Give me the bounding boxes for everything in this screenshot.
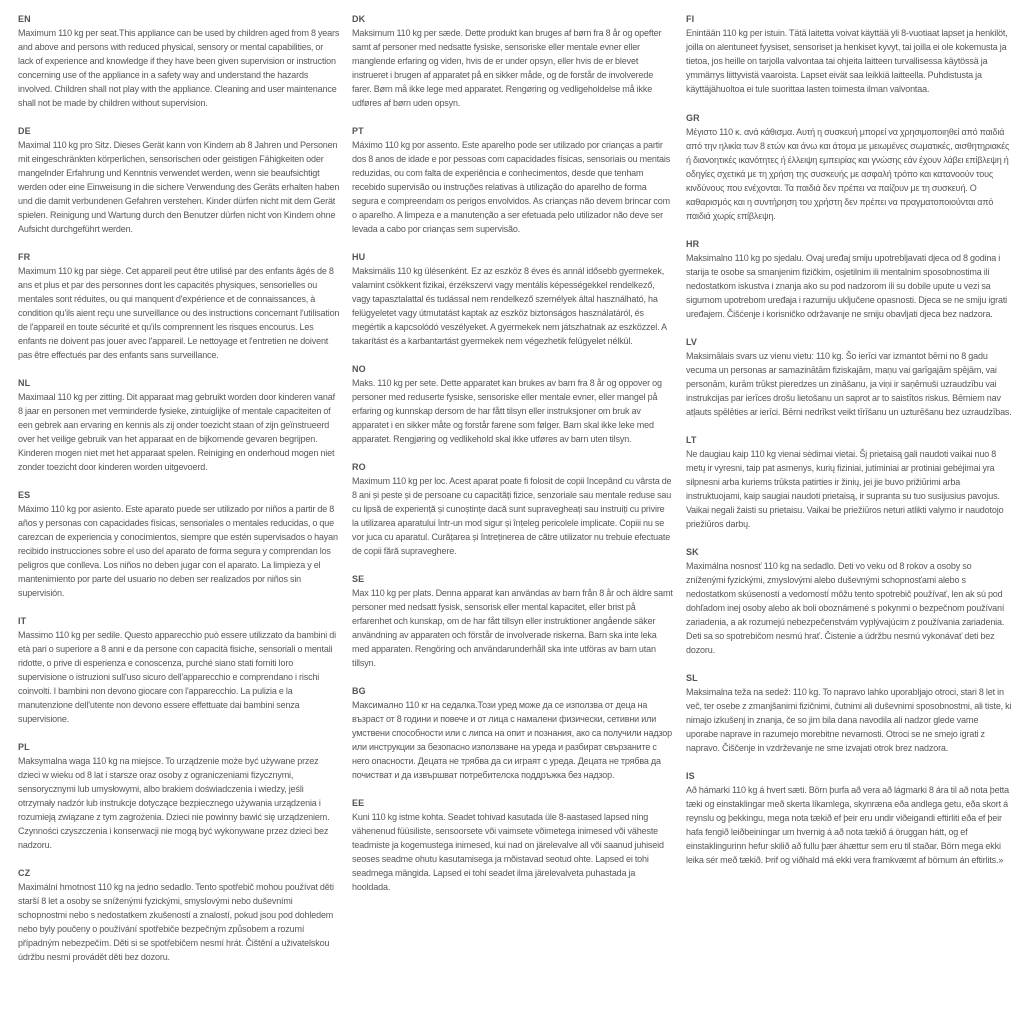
lang-section-it [18,614,340,726]
lang-section-lv [686,335,1012,419]
lang-text-de: Maximal 110 kg pro Sitz. Dieses Gerät kann von Kindern ab 8 Jahren und Personen mit eingeschränkten körperlichen, sensorischen oder geistigen Fähigkeiten oder mangelnder Erfahrung und Kenntnis verwendet werden, wenn sie beaufsichtigt werden oder eine Einweisung in die sichere Verwendung des Geräts erhalten haben und die damit verbundenen Gefahren verstehen. Kinder dürfen nicht mit dem Gerät spielen. Reinigung und Wartung durch den Benutzer dürfen nicht von Kindern ohne Aufsicht durchgeführt werden. [18,140,340,234]
lang-text-sk: Maximálna nosnosť 110 kg na sedadlo. Deti vo veku od 8 rokov a osoby so zníženými fyzickými, zmyslovými alebo duševnými schopnosťami alebo s nedostatkom skúseností a vedomostí môžu tento spotrebič používať, len ak sú pod dohľadom inej osoby alebo ak boli oboznámené s pokynmi o bezpečnom používaní zariadenia, a ak rozumejú nebezpečenstvám vyplývajúcim z používania zariadenia. Deti sa so spotrebičom nesmú hrať. Čistenie a údržbu nesmú vykonávať deti bez dozoru. [686,561,1005,655]
lang-section-hu [352,250,673,348]
lang-code-cz: CZ [18,868,31,878]
lang-section-pt [352,124,673,236]
lang-section-nl [18,376,340,474]
lang-code-en: EN [18,14,31,24]
lang-text-pl: Maksymalna waga 110 kg na miejsce. To urządzenie może być używane przez dzieci w wieku od 8 lat i starsze oraz osoby z ograniczeniami fizycznymi, sensorycznymi lub umysłowymi, albo brakiem doświadczenia i wiedzy, jeśli otrzymały nadzór lub instrukcje dotyczące bezpiecznego używania urządzenia i rozumieją związane z tym zagrożenia. Dzieci nie powinny bawić się urządzeniem. Czynności czyszczenia i konserwacji nie mogą być wykonywane przez dzieci bez nadzoru. [18,756,330,850]
lang-code-pt: PT [352,126,364,136]
language-column-2 [352,12,673,908]
lang-section-sk [686,545,1012,657]
lang-code-ee: EE [352,798,365,808]
language-column-1 [18,12,340,978]
lang-code-de: DE [18,126,31,136]
lang-code-se: SE [352,574,365,584]
lang-section-bg [352,684,673,782]
lang-section-is [686,769,1012,867]
lang-text-lt: Ne daugiau kaip 110 kg vienai sėdimai vietai. Šį prietaisą gali naudoti vaikai nuo 8 metų ir vyresni, taip pat asmenys, kurių fiziniai, jutiminiai ar protiniai gebėjimai yra silpnesni arba kuriems trūksta patirties ir žinių, jei jie buvo prižiūrimi arba instruktuojami, kaip saugiai naudoti prietaisą, ir supranta su tuo susijusius pavojus. Vaikai negali žaisti su prietaisu. Vaikai be priežiūros neturi atlikti valymo ir naudotojo priežiūros darbų. [686,449,1004,529]
lang-text-nl: Maximaal 110 kg per zitting. Dit apparaat mag gebruikt worden door kinderen vanaf 8 jaar en personen met verminderde fysieke, zintuiglijke of mentale capaciteiten of een gebrek aan ervaring en kennis als zij onder toezicht staan of zijn geïnstrueerd over het veilige gebruik van het apparaat en de bijkomende gevaren begrijpen. Kinderen mogen niet met het apparaat spelen. Reiniging en onderhoud mogen niet zonder toezicht door kinderen worden uitgevoerd. [18,392,335,472]
lang-text-dk: Maksimum 110 kg per sæde. Dette produkt kan bruges af børn fra 8 år og opefter samt af personer med nedsatte fysiske, sensoriske eller mentale evner eller manglende erfaring og viden, hvis de er under opsyn, eller hvis de er blevet instrueret i brugen af apparatet på en sikker måde, og de forstår de involverede farer. Børn må ikke lege med apparatet. Rengøring og vedligeholdelse må ikke udføres af børn uden opsyn. [352,28,662,108]
lang-code-is: IS [686,771,695,781]
lang-text-is: Að hámarki 110 kg á hvert sæti. Börn þurfa að vera að lágmarki 8 ára til að nota þetta tæki og einstaklingar með skerta líkamlega, skynræna eða andlega getu, eða skort á reynslu og þekkingu, mega nota tækið ef þeir eru undir viðeigandi eftirliti eða ef þeir hafa fengið leiðbeiningar um hvernig á að nota tækið á öruggan hátt, og ef einstaklingurinn hefur skilið að fullu þær áhættur sem eru til staðar. Börn mega ekki leika sér með tækið. Þrif og viðhald má ekki vera framkvæmt af börnum án eftirlits.» [686,785,1010,865]
lang-section-gr [686,111,1012,223]
lang-section-lt [686,433,1012,531]
lang-text-pt: Máximo 110 kg por assento. Este aparelho pode ser utilizado por crianças a partir dos 8 anos de idade e por pessoas com capacidades físicas, sensoriais ou mentais reduzidas, ou com falta de experiência e conhecimentos, desde que tenham recebido supervisão ou instruções relativas à utilização do aparelho de forma segura e compreendam os perigos envolvidos. As crianças não devem brincar com o aparelho. A limpeza e a manutenção a ser efetuada pelo utilizador não deve ser levada a cabo por crianças sem supervisão. [352,140,671,234]
lang-section-dk [352,12,673,110]
lang-code-it: IT [18,616,27,626]
lang-section-sl [686,671,1012,755]
lang-section-fr [18,250,340,362]
lang-code-fi: FI [686,14,695,24]
lang-section-es [18,488,340,600]
lang-code-nl: NL [18,378,31,388]
lang-text-ro: Maximum 110 kg per loc. Acest aparat poate fi folosit de copii începând cu vârsta de 8 ani și peste și de persoane cu capacități fizice, senzoriale sau mentale reduse sau cu lipsă de experiență și cunoștințe dacă sunt supravegheați sau instruiți cu privire la utilizarea aparatului într-un mod sigur și înțeleg pericolele implicate. Copiii nu se vor juca cu aparatul. Curățarea și întreținerea de către utilizator nu trebuie efectuate de copii fără supraveghere. [352,476,672,556]
lang-code-bg: BG [352,686,366,696]
lang-section-en [18,12,340,110]
language-column-3 [686,12,1012,881]
lang-code-gr: GR [686,113,700,123]
lang-text-se: Max 110 kg per plats. Denna apparat kan användas av barn från 8 år och äldre samt personer med nedsatt fysisk, sensorisk eller mental kapacitet, eller brist på erfarenhet och kunskap, om de har fått tillsyn eller instruktioner angående säker användning av apparaten och förstår de involverade riskerna. Barn ska inte leka med apparaten. Rengöring och användarunderhåll ska inte utföras av barn utan tillsyn. [352,588,673,668]
lang-text-en: Maximum 110 kg per seat.This appliance can be used by children aged from 8 years and above and persons with reduced physical, sensory or mental capabilities, or lack of experience and knowledge if they have been given supervision or instruction concerning use of the appliance in a safety way and understand the hazards involved. Children shall not play with the appliance. Cleaning and user maintenance shall not be made by children without supervision. [18,28,340,108]
lang-text-ee: Kuni 110 kg istme kohta. Seadet tohivad kasutada üle 8-aastased lapsed ning vähenenud füüsiliste, sensoorsete või vaimsete võimetega inimesed või väheste teadmiste ja kogemustega inimesed, kui nad on järelevalve all või saanud juhiseid seoses seadme ohutu kasutamisega ja mõistavad seotud ohte. Lapsed ei tohi seadmega mängida. Lapsed ei tohi seadet ilma järelevalveta puhastada ja hooldada. [352,812,664,892]
lang-text-bg: Максимално 110 кг на седалка.Този уред може да се използва от деца на възраст от 8 години и повече и от лица с намалени физически, сетивни или умствени способности или с липса на опит и познания, ако са получили надзор или инструкции за безопасно използване на уреда и разбират свързаните с него опасности. Децата не трябва да си играят с уреда. Децата не трябва да почистват и да извършват потребителска поддръжка без надзор. [352,700,673,780]
lang-text-fr: Maximum 110 kg par siège. Cet appareil peut être utilisé par des enfants âgés de 8 ans et plus et par des personnes dont les capacités physiques, sensorielles ou mentales sont réduites, ou qui manquent d'expérience et de connaissances, à condition qu'ils aient reçu une surveillance ou des instructions concernant l'utilisation de l'appareil en toute sécurité et qu'ils comprennent les risques encourus. Les enfants ne doivent pas jouer avec l'appareil. Le nettoyage et l'entretien ne doivent pas être effectués par des enfants sans surveillance. [18,266,340,360]
lang-code-dk: DK [352,14,366,24]
lang-text-hu: Maksimális 110 kg ülésenként. Ez az eszköz 8 éves és annál idősebb gyermekek, valamint csökkent fizikai, érzékszervi vagy mentális képességekkel rendelkező, vagy tapasztalattal és tudással nem rendelkező személyek által használható, ha felügyeletet vagy útmutatást kaptak az eszköz biztonságos használatáról, és megértik a kapcsolódó veszélyeket. A gyermekek nem játszhatnak az eszközzel. A takarítást és a karbantartást gyermekek nem végezhetik felügyelet nélkül. [352,266,667,346]
lang-code-ro: RO [352,462,366,472]
lang-section-de [18,124,340,236]
lang-section-cz [18,866,340,964]
lang-text-sl: Maksimalna teža na sedež: 110 kg. To napravo lahko uporabljajo otroci, stari 8 let in več, ter osebe z zmanjšanimi fizičnimi, čutnimi ali duševnimi sposobnostmi, ali tiste, ki nimajo izkušenj in znanja, če so jim bila dana navodila ali nadzor glede varne uporabe naprave in razumejo morebitne nevarnosti. Otroci se ne smejo igrati z napravo. Čiščenje in vzdrževanje ne sme izvajati otrok brez nadzora. [686,687,1012,753]
lang-section-se [352,572,673,670]
lang-code-sl: SL [686,673,698,683]
lang-text-cz: Maximální hmotnost 110 kg na jedno sedadlo. Tento spotřebič mohou používat děti starší 8 let a osoby se sníženými fyzickými, smyslovými nebo duševními schopnostmi nebo s nedostatkem zkušeností a znalostí, pokud jsou pod dohledem nebo byly poučeny o používání spotřebiče bezpečným způsobem a rozumí případným nebezpečím. Děti si se spotřebičem nesmí hrát. Čištění a uživatelskou údržbu nesmí provádět děti bez dozoru. [18,882,334,962]
lang-text-hr: Maksimalno 110 kg po sjedalu. Ovaj uređaj smiju upotrebljavati djeca od 8 godina i starija te osobe sa smanjenim fizičkim, osjetilnim ili mentalnim sposobnostima ili nedostatkom iskustva i znanja ako su pod nadzorom ili su dobile upute u vezi sa sigurnom upotrebom uređaja i razumiju uključene opasnosti. Djeca se ne smiju igrati uređajem. Čišćenje i korisničko održavanje ne smiju obavljati djeca bez nadzora. [686,253,1008,319]
lang-text-es: Máximo 110 kg por asiento. Este aparato puede ser utilizado por niños a partir de 8 años y personas con capacidades físicas, sensoriales o mentales reducidas, o que carezcan de experiencia y conocimientos, siempre que estén supervisados o hayan recibido instrucciones sobre el uso del aparato de forma segura y comprendan los peligros que conlleva. Los niños no deben jugar con el aparato. La limpieza y el mantenimiento por parte del usuario no deben ser realizados por niños sin supervisión. [18,504,338,598]
lang-code-no: NO [352,364,366,374]
lang-section-ee [352,796,673,894]
lang-section-ro [352,460,673,558]
lang-text-it: Massimo 110 kg per sedile. Questo apparecchio può essere utilizzato da bambini di età pari o superiore a 8 anni e da persone con capacità fisiche, sensoriali o mentali ridotte, o prive di esperienza e conoscenza, purché siano stati forniti loro supervisione o istruzioni sull'uso sicuro dell'apparecchio e comprendano i rischi coinvolti. I bambini non devono giocare con l'apparecchio. La pulizia e la manutenzione dell'utente non devono essere effettuate dai bambini senza supervisione. [18,630,336,724]
lang-code-pl: PL [18,742,30,752]
lang-section-hr [686,237,1012,321]
lang-code-lt: LT [686,435,697,445]
lang-section-no [352,362,673,446]
lang-code-es: ES [18,490,31,500]
lang-code-hu: HU [352,252,366,262]
lang-code-hr: HR [686,239,700,249]
lang-code-sk: SK [686,547,699,557]
lang-text-gr: Μέγιστο 110 κ. ανά κάθισμα. Αυτή η συσκευή μπορεί να χρησιμοποιηθεί από παιδιά από την ηλικία των 8 ετών και άνω και άτομα με μειωμένες σωματικές, αισθητηριακές ή διανοητικές ικανότητες ή έλλειψη εμπειρίας και γνώσης εάν έχουν λάβει επίβλεψη ή οδηγίες σχετικά με τη χρήση της συσκευής με ασφαλή τρόπο και κατανοούν τους κινδύνους που ενέχονται. Τα παιδιά δεν πρέπει να παίζουν με τη συσκευή. Ο καθαρισμός και η συντήρηση του χρήστη δεν πρέπει να πραγματοποιούνται από παιδιά χωρίς επίβλεψη. [686,127,1010,221]
lang-code-lv: LV [686,337,698,347]
lang-text-lv: Maksimālais svars uz vienu vietu: 110 kg. Šo ierīci var izmantot bērni no 8 gadu vecuma un personas ar samazinātām fiziskajām, maņu vai garīgajām spējām, vai personām, kurām trūkst pieredzes un zināšanu, ja viņi ir saņēmuši uzraudzību vai instrukcijas par ierīces drošu lietošanu un saprot ar to saistītos riskus. Bērniem nav atļauts spēlēties ar ierīci. Bērni nedrīkst veikt tīrīšanu un uzturēšanu bez uzraudzības. [686,351,1012,417]
lang-text-fi: Enintään 110 kg per istuin. Tätä laitetta voivat käyttää yli 8-vuotiaat lapset ja henkilöt, joilla on alentuneet fyysiset, sensoriset ja henkiset kyvyt, tai joilla ei ole kokemusta ja tietoa, jos heille on tarjolla valvontaa tai ohjeita laitteen turvallisessa käytössä ja ymmärrys liittyvistä vaaroista. Lapset eivät saa leikkiä laitteella. Puhdistusta ja käyttäjähuoltoa ei tule suorittaa lasten toimesta ilman valvontaa. [686,28,1008,94]
lang-section-pl [18,740,340,852]
lang-text-no: Maks. 110 kg per sete. Dette apparatet kan brukes av barn fra 8 år og oppover og personer med reduserte fysiske, sensoriske eller mentale evner, eller mangel på erfaring og kunnskap dersom de har fått tilsyn eller instruksjoner om bruk av apparatet i en sikker måte og forstår farene som følger. Barn skal ikke leke med apparatet. Rengjøring og vedlikehold skal ikke utføres av barn uten tilsyn. [352,378,662,444]
lang-section-fi [686,12,1012,96]
lang-code-fr: FR [18,252,31,262]
